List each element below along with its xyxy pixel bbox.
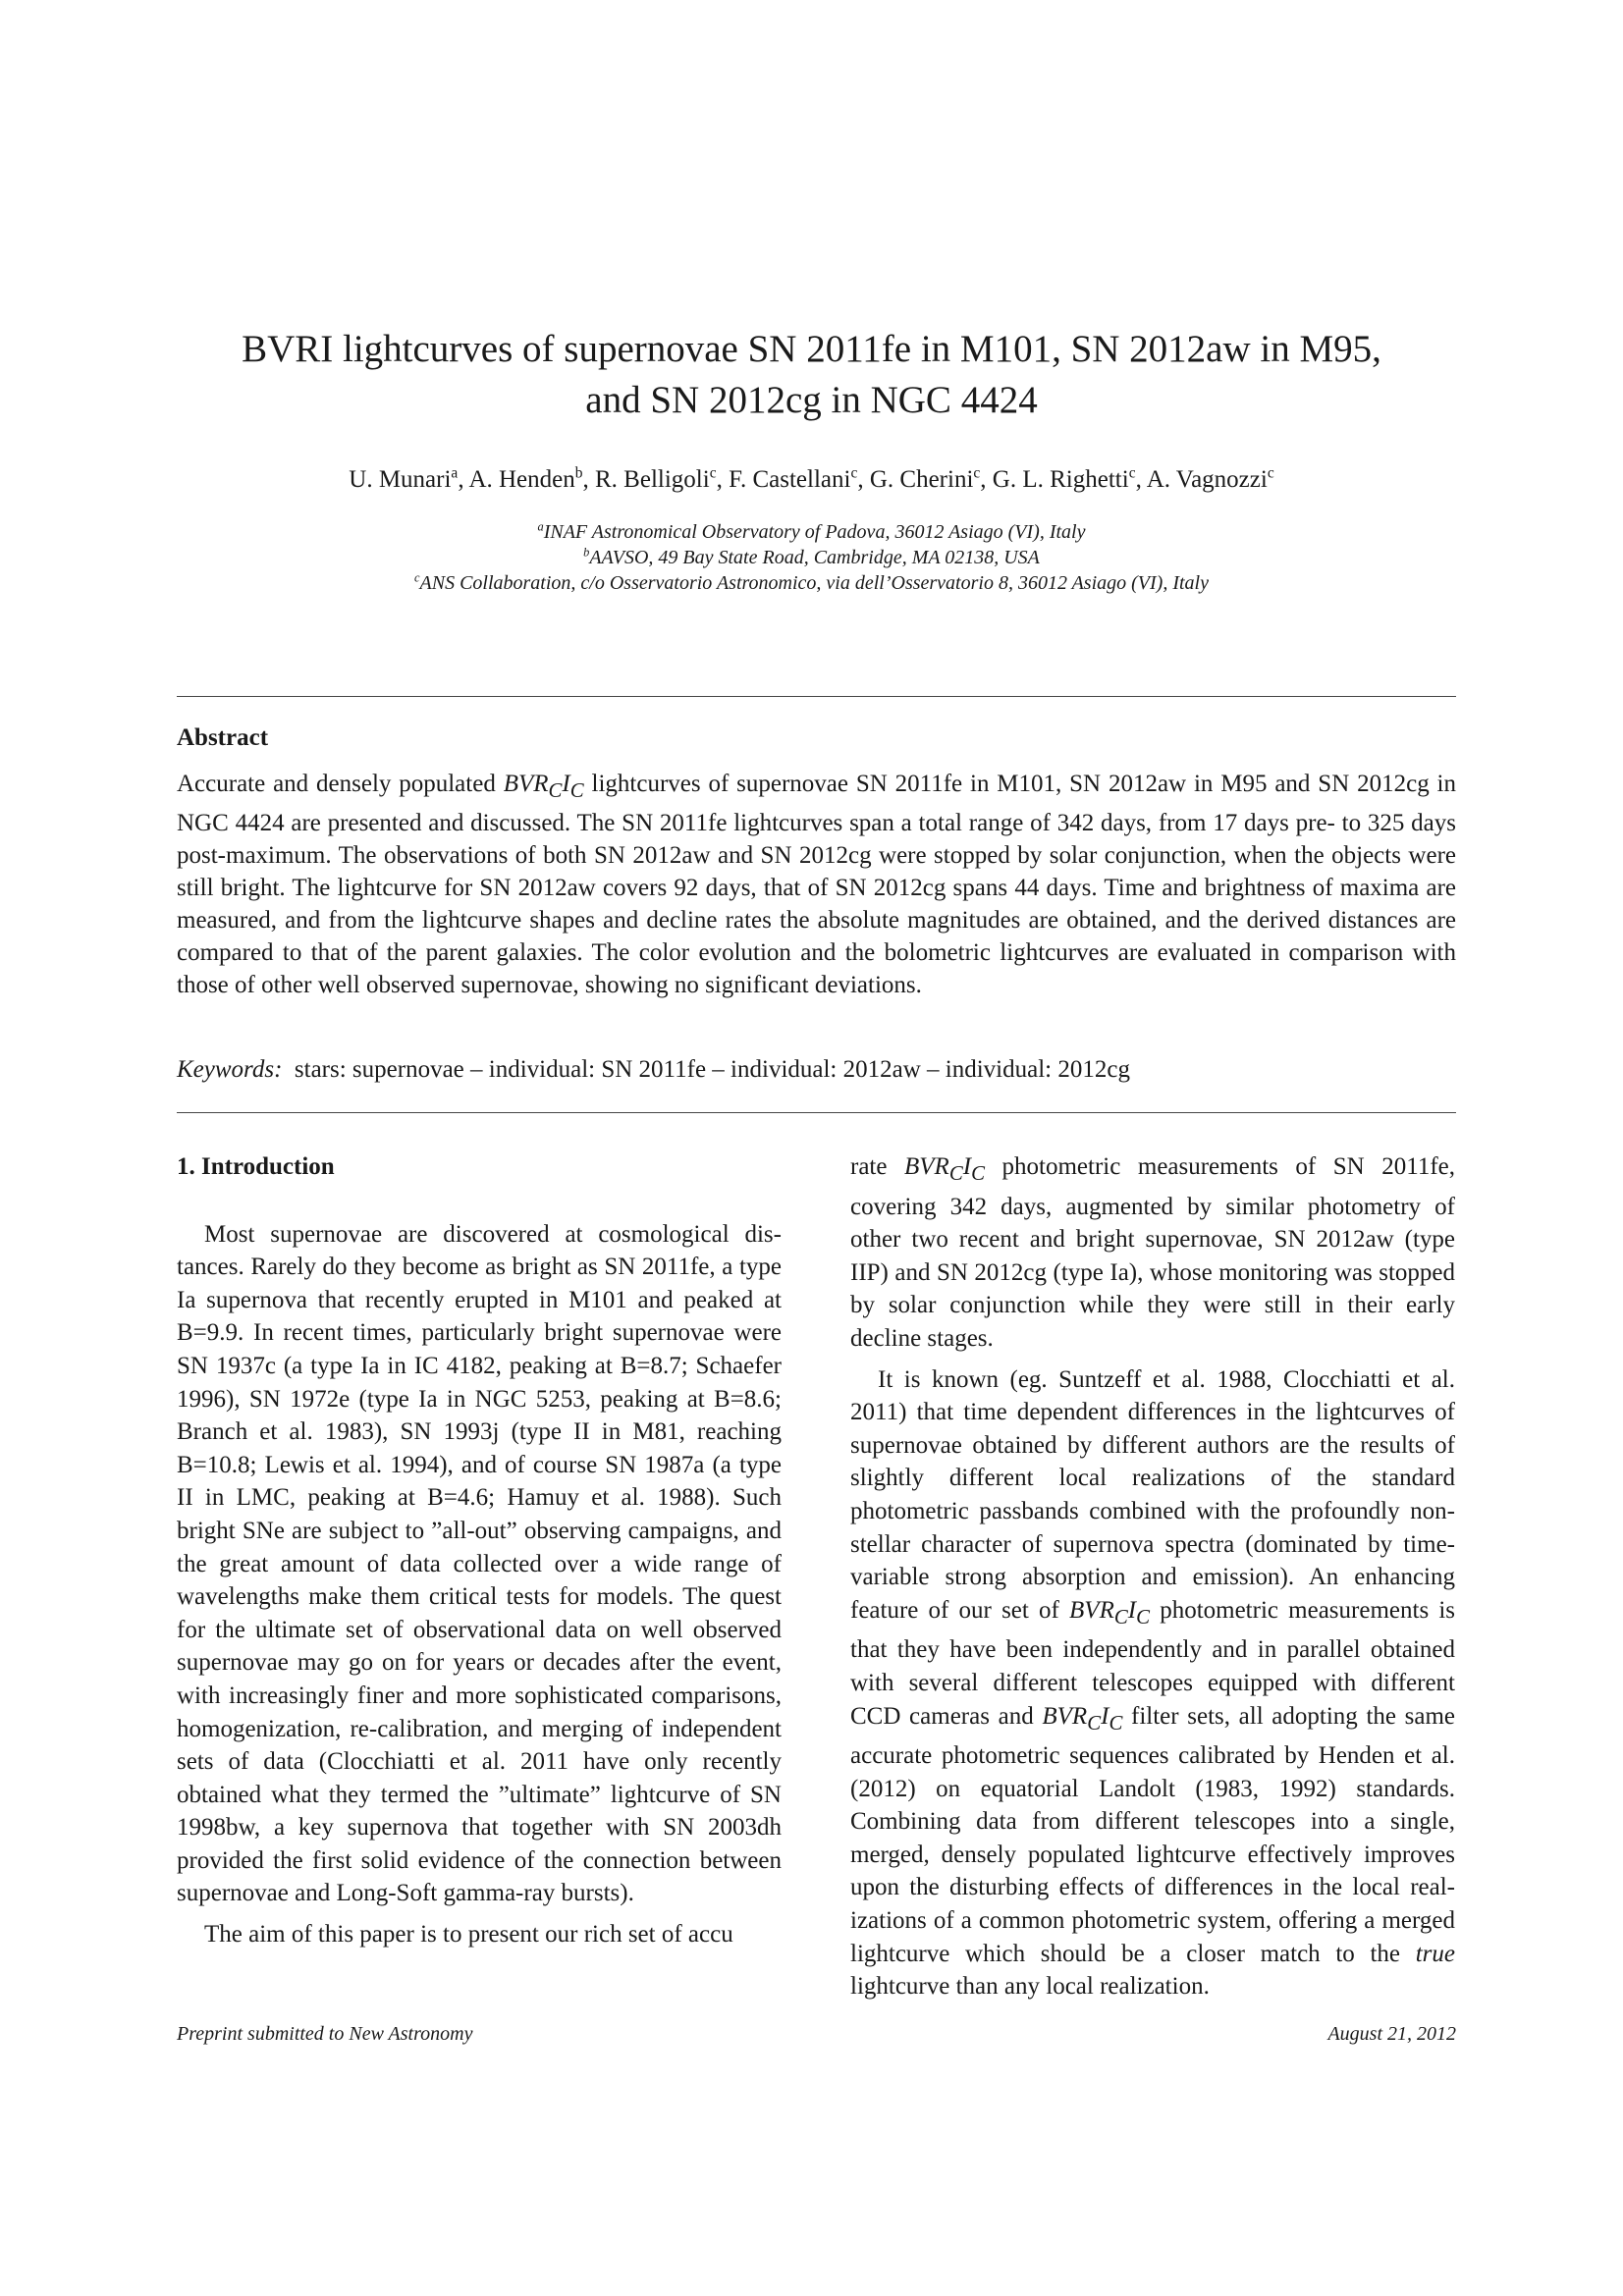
affiliation-b: $^b$AAVSO, 49 Bay State Road, Cambridge, MA 02138, USA [583, 545, 1040, 568]
intro-paragraph-3: It is known (eg. Suntzeff et al. 1988, Clocchiatti et al. 2011) that time dependent differences in the lightcurves of supernovae obtained by different authors are the results of slightly different local realizations of the standard photometric passbands combined with the profoundly non-stellar character of supernova spectra (dominated by time-variable strong absorption and emission). An enhancing feature of our set of $BVR_CI_C$ photometric measurements is that they have been independently and in parallel obtained with several different telescopes equipped with different CCD cameras and $BVR_CI_C$ filter sets, all adopting the same accurate photometric sequences calibrated by Henden et al. (2012) on equatorial Landolt (1983, 1992) standards. Combining data from different telescopes into a single, merged, densely populated lightcurve effectively improves upon the disturbing effects of differences in the local realizations of a common photometric system, offering a merged lightcurve which should be a closer match to the true lightcurve than any local realization. [850, 1365, 1456, 2001]
keywords-label: Keywords: [177, 1056, 283, 1083]
abstract-body: Accurate and densely populated $BVR_CI_C$ lightcurves of supernovae SN 2011fe in M101, SN 2012aw in M95 and SN 2012cg in NGC 4424 are presented and discussed. The SN 2011fe lightcurves span a total range of 342 days, from 17 days pre- to 325 days post-maximum. The observations of both SN 2012aw and SN 2012cg were stopped by solar conjunction, when the objects were still bright. The lightcurve for SN 2012aw covers 92 days, that of SN 2012cg spans 44 days. Time and brightness of maxima are measured, and from the lightcurve shapes and decline rates the absolute magnitudes are obtained, and the derived distances are compared to that of the parent galaxies. The color evolution and the bolometric lightcurves are evaluated in comparison with those of other well observed supernovae, showing no significant deviations. [177, 771, 1456, 998]
title-line-2: and SN 2012cg in NGC 4424 [585, 379, 1038, 421]
footer-date: August 21, 2012 [1327, 2023, 1456, 2045]
top-divider [177, 696, 1456, 697]
intro-paragraph-1: Most supernovae are discovered at cosmological distances. Rarely do they become as bright as SN 2011fe, a type Ia supernova that recently erupted in M101 and peaked at B=9.9. In recent times, particularly bright supernovae were SN 1937c (a type Ia in IC 4182, peaking at B=8.7; Schaefer 1996), SN 1972e (type Ia in NGC 5253, peaking at B=8.6; Branch et al. 1983), SN 1993j (type II in M81, reaching B=10.8; Lewis et al. 1994), and of course SN 1987a (a type II in LMC, peaking at B=4.6; Hamuy et al. 1988). Such bright SNe are subject to ”all-out” observing campaigns, and the great amount of data collected over a wide range of wavelengths make them critical tests for models. The quest for the ultimate set of observational data on well observed supernovae may go on for years or decades after the event, with increasingly finer and more sophisticated comparisons, homogenization, re-calibration, and merging of independent sets of data (Clocchiatti et al. 2011 have only recently obtained what they termed the ”ultimate” lightcurve of SN 1998bw, a key supernova that together with SN 2003dh provided the first solid evidence of the connection between supernovae and Long-Soft gamma-ray bursts). [177, 1220, 782, 1907]
intro-paragraph-2-continued: rate $BVR_CI_C$ photometric measurements of SN 2011fe, covering 342 days, augmented by similar photometry of other two recent and bright supernovae, SN 2012aw (type IIP) and SN 2012cg (type Ia), whose monitoring was stopped by solar conjunction while they were still in their early decline stages. [850, 1153, 1456, 1352]
bottom-divider [177, 1112, 1456, 1113]
abstract-heading: Abstract [177, 724, 269, 751]
author: A. Vagnozzi$^c$ [1146, 464, 1274, 493]
author: A. Henden$^b$ [468, 464, 583, 493]
left-column [177, 1150, 782, 1959]
affiliation-c: $^c$ANS Collaboration, c/o Osservatorio Astronomico, via dell’Osservatorio 8, 36012 Asiago (VI), Italy [414, 570, 1209, 594]
affiliations [177, 519, 1446, 596]
intro-paragraph-2: The aim of this paper is to present our rich set of accu [204, 1921, 733, 1949]
author: U. Munari$^a$ [349, 464, 459, 493]
section-heading: 1. Introduction [177, 1153, 335, 1180]
author: G. Cherini$^c$ [869, 464, 981, 493]
footer-preprint-note: Preprint submitted to New Astronomy [177, 2023, 473, 2045]
keywords-text: stars: supernovae – individual: SN 2011fe – individual: 2012aw – individual: 2012cg [294, 1056, 1130, 1083]
title-line-1: BVRI lightcurves of supernovae SN 2011fe in M101, SN 2012aw in M95, [242, 328, 1381, 370]
paper-title [177, 324, 1446, 426]
affiliation-a: $^a$INAF Astronomical Observatory of Padova, 36012 Asiago (VI), Italy [537, 519, 1086, 543]
author: F. Castellani$^c$ [729, 464, 858, 493]
author-list: U. Munari$^a$, A. Henden$^b$, R. Belligoli$^c$, F. Castellani$^c$, G. Cherini$^c$, G. L. Righetti$^c$, A. Vagnozzi$^c$ [349, 464, 1274, 493]
author: R. Belligoli$^c$ [595, 464, 717, 493]
keywords [177, 1053, 1456, 1086]
right-column [850, 1150, 1455, 2011]
author: G. L. Righetti$^c$ [992, 464, 1136, 493]
